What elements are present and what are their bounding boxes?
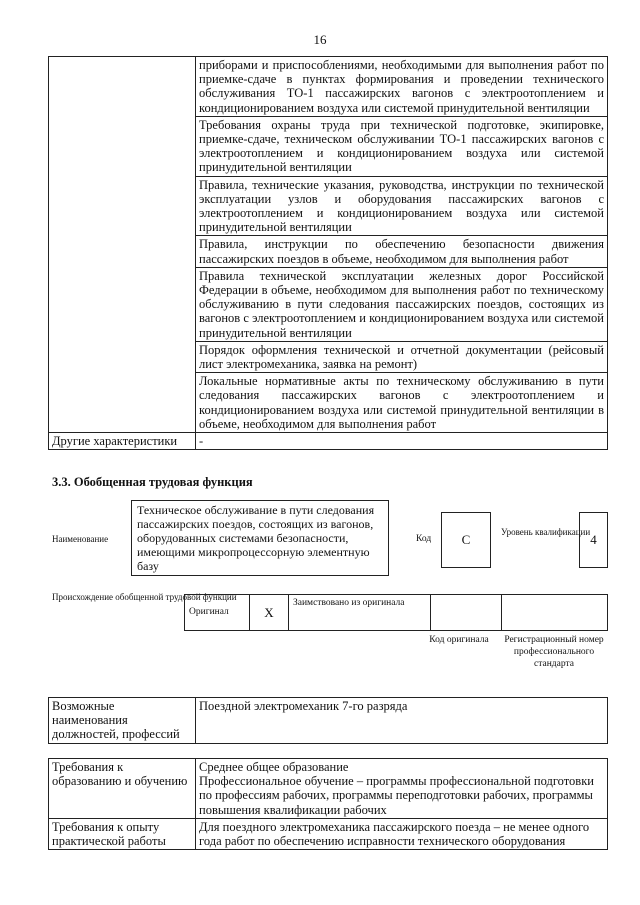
table-row [185, 595, 608, 631]
original-code-cell [431, 595, 502, 631]
positions-value: Поездной электромеханик 7-го разряда [196, 698, 608, 744]
code-box: C [441, 512, 491, 568]
table-cell: Требования охраны труда при технической подготовке, экипировке, приемке-сдаче, техническом обслуживании ТО-1 пассажирских вагонов с электроотоплением и кондиционированием воздуха или системой принудительной вентиляции [196, 116, 608, 176]
other-characteristics-label: Другие характеристики [49, 433, 196, 450]
registration-number-cell [502, 595, 608, 631]
name-label: Наименование [52, 534, 109, 544]
education-line-1: Среднее общее образование [199, 760, 349, 774]
positions-label: Возможные наименования должностей, профессий [49, 698, 196, 744]
table-row [49, 433, 608, 450]
level-label: Уровень квалификации [501, 527, 591, 537]
caption-original-code: Код оригинала [429, 635, 489, 645]
table-row [49, 818, 608, 849]
origin-table [184, 594, 608, 631]
code-label: Код [416, 534, 432, 544]
positions-table [48, 697, 608, 744]
table-cell: Правила, технические указания, руководства, инструкции по технической эксплуатации узлов и оборудования пассажирских вагонов с электроотоплением и кондиционированием воздуха или системой принудительной вентиляции [196, 176, 608, 236]
other-characteristics-value: - [196, 433, 608, 450]
borrowed-label: Заимствовано из оригинала [289, 595, 431, 631]
requirements-table [48, 758, 608, 850]
table-cell: Локальные нормативные акты по техническому обслуживанию в пути следования пассажирских вагонов с электроотоплением и кондиционированием воздуха или системой принудительной вентиляции в объеме, необходимом для выполнения работ [196, 373, 608, 433]
level-box: 4 [579, 512, 608, 568]
table-row [49, 57, 608, 117]
experience-label: Требования к опыту практической работы [49, 818, 196, 849]
table-row [49, 698, 608, 744]
page-number: 16 [313, 32, 327, 47]
education-label: Требования к образованию и обучению [49, 759, 196, 819]
knowledge-table [48, 56, 608, 450]
original-label: Оригинал [185, 595, 250, 631]
experience-value: Для поездного электромеханика пассажирского поезда – не менее одного года работ по обеспечению исправности технического оборудования [196, 818, 608, 849]
origin-label: Происхождение обобщенной трудовой функции [52, 592, 237, 602]
table-cell: Правила, инструкции по обеспечению безопасности движения пассажирских поездов в объеме, необходимом для выполнения работ [196, 236, 608, 267]
section-title: 3.3. Обобщенная трудовая функция [52, 475, 253, 489]
table-cell: приборами и приспособлениями, необходимыми для выполнения работ по приемке-сдаче в пунктах формирования и проведении технического обслуживания ТО-1 пассажирских вагонов с электроотоплением и кондиционированием воздуха или системой принудительной вентиляции [196, 57, 608, 117]
table-cell: Порядок оформления технической и отчетной документации (рейсовый лист электромеханика, заявка на ремонт) [196, 341, 608, 372]
caption-registration-number: Регистрационный номер профессионального стандарта [504, 635, 604, 669]
table-row [49, 759, 608, 819]
function-name-box: Техническое обслуживание в пути следования пассажирских поездов, состоящих из вагонов, оборудованных системами безопасности, имеющими микропроцессорную элементную базу [131, 500, 389, 576]
left-cell-empty [49, 57, 196, 433]
table-cell: Правила технической эксплуатации железных дорог Российской Федерации в объеме, необходимом для выполнения работ по техническому обслуживанию в пути следования пассажирских поездов, состоящих из вагонов с электроотоплением и кондиционированием воздуха или системой принудительной вентиляции [196, 267, 608, 341]
education-line-2: Профессиональное обучение – программы профессиональной подготовки по профессиям рабочих, программы переподготовки рабочих, программы повышения квалификации рабочих [199, 774, 594, 817]
original-mark: X [250, 595, 289, 631]
education-value [196, 759, 608, 819]
